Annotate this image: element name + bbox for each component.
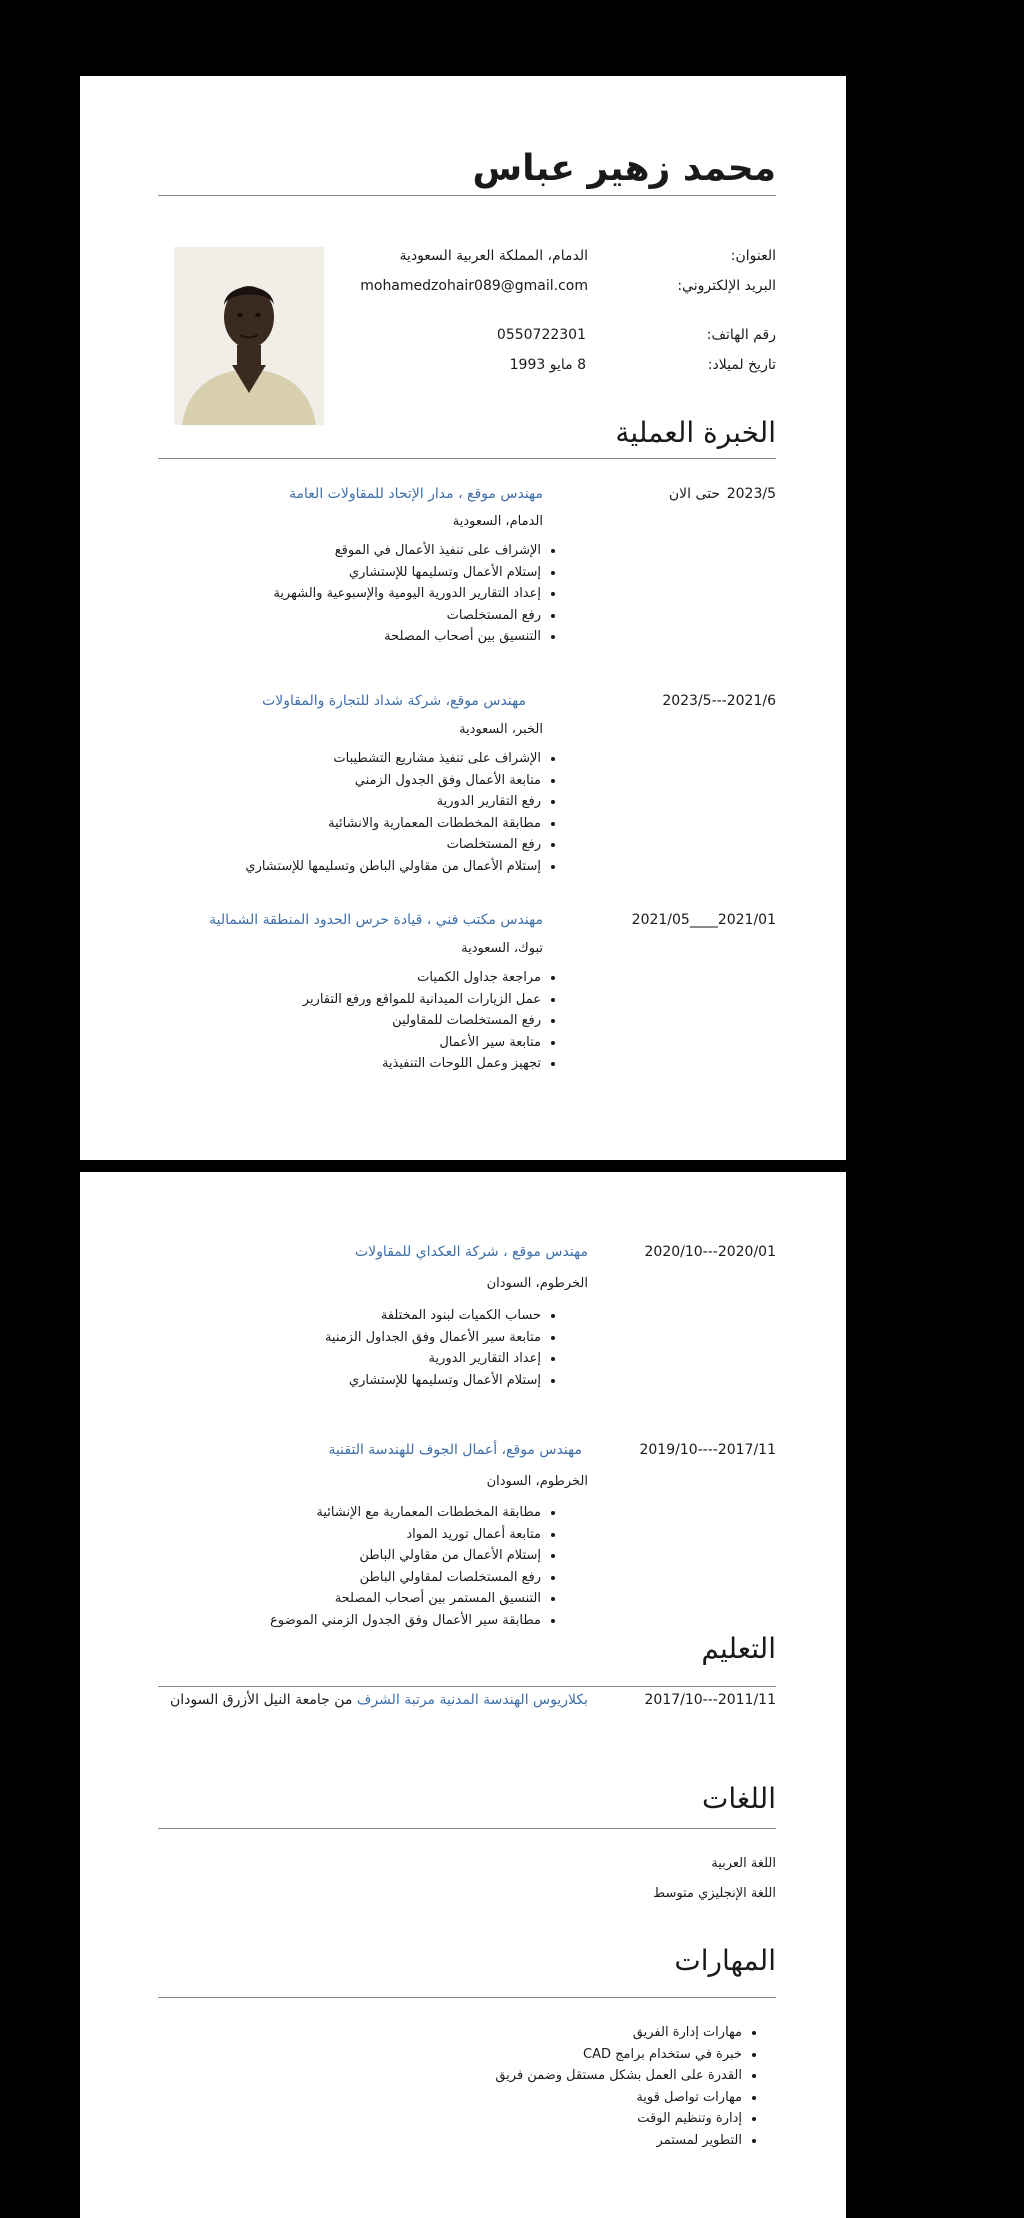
dob-value: 8 مايو 1993 bbox=[509, 357, 586, 373]
language-item-arabic: اللغة العربية bbox=[711, 1856, 776, 1871]
list-item: • التطوير لمستمر bbox=[495, 2130, 742, 2152]
skills-list bbox=[495, 2022, 758, 2151]
list-item: • مهارات إدارة الفريق bbox=[495, 2022, 742, 2044]
job-3-role: مهندس مكتب فني ، قيادة حرس الحدود المنطقة الشمالية bbox=[209, 912, 543, 928]
job-4-duties bbox=[325, 1305, 557, 1391]
email-value: mohamedzohair089@gmail.com bbox=[360, 278, 588, 294]
job-1-location: الدمام، السعودية bbox=[452, 514, 543, 529]
list-item: • إستلام الأعمال وتسليمها للإستشاري bbox=[273, 562, 541, 584]
list-item: • إعداد التقارير الدورية bbox=[325, 1348, 541, 1370]
resume-page-1 bbox=[80, 76, 846, 1160]
job-1-date-to: حتى الان bbox=[668, 486, 720, 502]
list-item: • حساب الكميات لبنود المختلفة bbox=[325, 1305, 541, 1327]
email-label: البريد الإلكتروني: bbox=[677, 278, 776, 294]
list-item: • خبرة في ستخدام برامج CAD bbox=[495, 2044, 742, 2066]
job-2-duties bbox=[245, 748, 557, 877]
list-item: • إستلام الأعمال من مقاولي الباطن وتسليمها للإستشاري bbox=[245, 856, 541, 878]
list-item: • رفع المستخلصات bbox=[245, 834, 541, 856]
list-item: • إستلام الأعمال من مقاولي الباطن bbox=[270, 1545, 541, 1567]
list-item: • متابعة أعمال توريد المواد bbox=[270, 1524, 541, 1546]
list-item: • مطابقة المخططات المعمارية مع الإنشائية bbox=[270, 1502, 541, 1524]
list-item: • متابعة سير الأعمال وفق الجداول الزمنية bbox=[325, 1327, 541, 1349]
list-item: • متابعة الأعمال وفق الجدول الزمني bbox=[245, 770, 541, 792]
job-1-date-from: 2023/5 bbox=[726, 486, 776, 502]
address-value: الدمام، المملكة العربية السعودية bbox=[399, 248, 588, 264]
applicant-name: محمد زهير عباس bbox=[472, 148, 776, 189]
list-item: • مطابقة المخططات المعمارية والانشائية bbox=[245, 813, 541, 835]
education-entry bbox=[170, 1692, 588, 1708]
list-item: • رفع المستخلصات لمقاولي الباطن bbox=[270, 1567, 541, 1589]
job-1-role: مهندس موقع ، مدار الإتحاد للمقاولات العامة bbox=[289, 486, 543, 502]
list-item: • الإشراف على تنفيذ الأعمال في الموقع bbox=[273, 540, 541, 562]
job-5-date: 2019/10----2017/11 bbox=[639, 1442, 776, 1458]
education-date: 2017/10---2011/11 bbox=[644, 1692, 776, 1708]
list-item: • رفع التقارير الدورية bbox=[245, 791, 541, 813]
job-3-date: 2021/05____2021/01 bbox=[631, 912, 776, 928]
job-5-role: مهندس موقع، أعمال الجوف للهندسة التقنية bbox=[328, 1442, 582, 1458]
education-degree: بكلاريوس الهندسة المدنية مرتبة الشرف bbox=[356, 1692, 588, 1708]
job-4-location: الخرطوم، السودان bbox=[486, 1276, 588, 1291]
education-heading: التعليم bbox=[701, 1632, 776, 1665]
job-2-role: مهندس موقع، شركة شداد للتجارة والمقاولات bbox=[262, 693, 526, 709]
phone-label: رقم الهاتف: bbox=[706, 327, 776, 343]
skills-heading: المهارات bbox=[674, 1944, 776, 1977]
list-item: • التنسيق بين أصحاب المصلحة bbox=[273, 626, 541, 648]
list-item: • إدارة وتنظيم الوقت bbox=[495, 2108, 742, 2130]
skills-divider bbox=[158, 1997, 776, 1998]
list-item: • رفع المستخلصات للمقاولين bbox=[303, 1010, 541, 1032]
language-item-english: اللغة الإنجليزي متوسط bbox=[653, 1886, 776, 1901]
profile-photo bbox=[174, 247, 324, 425]
education-institution: من جامعة النيل الأزرق السودان bbox=[170, 1692, 357, 1708]
job-3-location: تبوك، السعودية bbox=[461, 941, 543, 956]
phone-value: 0550722301 bbox=[496, 327, 586, 343]
list-item: • الإشراف على تنفيذ مشاريع التشطيبات bbox=[245, 748, 541, 770]
languages-divider bbox=[158, 1828, 776, 1829]
address-label: العنوان: bbox=[730, 248, 776, 264]
job-3-duties bbox=[303, 967, 557, 1075]
job-5-duties bbox=[270, 1502, 557, 1631]
experience-divider bbox=[158, 458, 776, 459]
list-item: • عمل الزيارات الميدانية للمواقع ورفع التقارير bbox=[303, 989, 541, 1011]
list-item: • متابعة سير الأعمال bbox=[303, 1032, 541, 1054]
list-item: • القدرة على العمل بشكل مستقل وضمن فريق bbox=[495, 2065, 742, 2087]
list-item: • التنسيق المستمر بين أصحاب المصلحة bbox=[270, 1588, 541, 1610]
job-4-role: مهندس موقع ، شركة العكداي للمقاولات bbox=[355, 1244, 588, 1260]
list-item: • تجهيز وعمل اللوحات التنفيذية bbox=[303, 1053, 541, 1075]
job-4-date: 2020/10---2020/01 bbox=[644, 1244, 776, 1260]
list-item: • مطابقة سير الأعمال وفق الجدول الزمني الموضوع bbox=[270, 1610, 541, 1632]
list-item: • مهارات تواصل قوية bbox=[495, 2087, 742, 2109]
experience-heading: الخبرة العملية bbox=[615, 416, 776, 449]
education-divider bbox=[158, 1686, 776, 1687]
list-item: • مراجعة جداول الكميات bbox=[303, 967, 541, 989]
list-item: • إستلام الأعمال وتسليمها للإستشاري bbox=[325, 1370, 541, 1392]
list-item: • إعداد التقارير الدورية اليومية والإسبوعية والشهرية bbox=[273, 583, 541, 605]
list-item: • رفع المستخلصات bbox=[273, 605, 541, 627]
job-2-location: الخبر، السعودية bbox=[459, 722, 543, 737]
resume-page-2 bbox=[80, 1172, 846, 2218]
languages-heading: اللغات bbox=[702, 1782, 776, 1815]
job-1-duties bbox=[273, 540, 557, 648]
job-2-date: 2023/5---2021/6 bbox=[662, 693, 776, 709]
title-divider bbox=[158, 195, 776, 196]
dob-label: تاريخ لميلاد: bbox=[707, 357, 776, 373]
job-5-location: الخرطوم، السودان bbox=[486, 1474, 588, 1489]
